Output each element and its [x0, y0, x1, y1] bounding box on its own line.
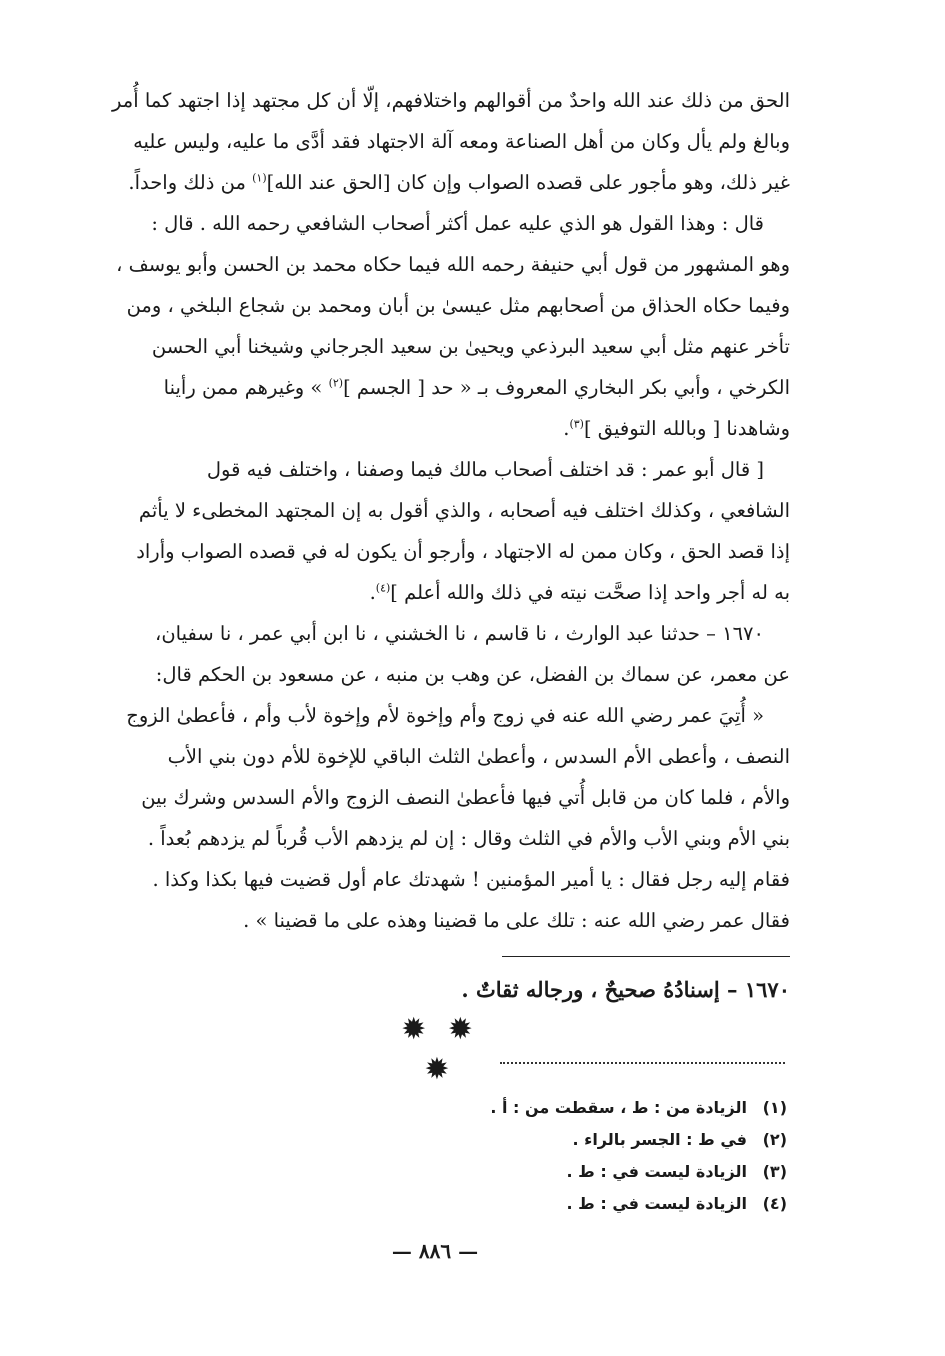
hadith-isnad — [100, 613, 790, 695]
page-number: — ٨٨٦ — — [391, 1239, 479, 1263]
text-line: وبالغ ولم يأل وكان من أهل الصناعة ومعه آلة الاجتهاد فقد أدَّى ما عليه، وليس عليه — [133, 130, 790, 153]
text-line: تأخر عنهم مثل أبي سعيد البرذعي ويحيىٰ بن سعيد الجرجاني وشيخنا أبي الحسن — [151, 335, 790, 358]
star-ornament: ✹ ✹ ✹ — [401, 1012, 479, 1087]
footnote-text: الزيادة ليست في : ط . — [566, 1162, 747, 1181]
text-line — [128, 171, 790, 194]
text-line: فقام إليه رجل فقال : يا أمير المؤمنين ! شهدتك عام أول قضيت فيها بكذا وكذا . — [152, 868, 790, 891]
text-segment: وشاهدنا [ وبالله التوفيق ] — [583, 417, 790, 440]
paragraph-1 — [100, 80, 790, 203]
footnote-number: (٢) — [762, 1130, 787, 1149]
text-segment: . — [563, 417, 570, 440]
text-segment: به له أجر واحد إذا صحَّت نيته في ذلك والله أعلم ] — [390, 581, 790, 604]
footnote-ref: (٣) — [569, 417, 584, 431]
text-line: والأم ، فلما كان من قابل أُتي فيها فأعطىٰ النصف الزوج والأم السدس وشرك بين — [141, 786, 790, 809]
hadith-matn — [100, 695, 790, 941]
footnote-text: في ط : الجسر بالراء . — [572, 1130, 747, 1149]
text-line: عن معمر، عن سماك بن الفضل، عن وهب بن منبه ، عن مسعود بن الحكم قال: — [155, 663, 790, 686]
footnote-divider — [500, 1062, 785, 1064]
text-segment: » وغيرهم ممن رأينا — [163, 376, 329, 399]
text-line: وفيما حكاه الحذاق من أصحابهم مثل عيسىٰ بن أبان ومحمد بن شجاع البلخي ، ومن — [126, 294, 790, 317]
footnote-item — [490, 1092, 787, 1124]
text-line: الحق من ذلك عند الله واحدٌ من أقوالهم واختلافهم، إلّا أن كل مجتهد إذا اجتهد كما أُمر — [112, 89, 790, 112]
text-line: قال : وهذا القول هو الذي عليه عمل أكثر أصحاب الشافعي رحمه الله . قال : — [151, 212, 764, 235]
footnote-item — [490, 1124, 787, 1156]
text-line: وهو المشهور من قول أبي حنيفة رحمه الله فيما حكاه محمد بن الحسن وأبو يوسف ، — [116, 253, 790, 276]
text-line — [164, 376, 790, 399]
text-line — [563, 417, 790, 440]
footnote-text: الزيادة ليست في : ط . — [566, 1194, 747, 1213]
text-segment: . — [369, 581, 376, 604]
text-line: [ قال أبو عمر : قد اختلف أصحاب مالك فيما وصفنا ، واختلف فيه قول — [206, 458, 764, 481]
text-line: الشافعي ، وكذلك اختلف فيه أصحابه ، والذي أقول به إن المجتهد المخطىء لا يأثم — [138, 499, 790, 522]
text-line: « أُتِيَ عمر رضي الله عنه في زوج وأم وإخوة لأم وإخوة لأب وأم ، فأعطىٰ الزوج — [126, 704, 764, 727]
footnote-number: (١) — [762, 1098, 787, 1117]
text-segment: من ذلك واحداً. — [128, 171, 253, 194]
footnote-number: (٣) — [762, 1162, 787, 1181]
footnote-text: الزيادة من : ط ، سقطت من : أ . — [490, 1098, 747, 1117]
footnote-ref: (٢) — [328, 376, 344, 390]
text-line — [370, 581, 790, 604]
hadith-grading: ١٦٧٠ – إسنادُهُ صحيحٌ ، ورجاله ثقاتٌ . — [461, 977, 790, 1002]
page-body — [100, 80, 790, 941]
paragraph-3 — [100, 449, 790, 613]
text-line: إذا قصد الحق ، وكان ممن له الاجتهاد ، وأرجو أن يكون له في قصده الصواب وأراد — [136, 540, 790, 563]
text-segment: غير ذلك، وهو مأجور على قصده الصواب وإن كان [الحق عند الله] — [266, 171, 790, 194]
footnote-ref: (٤) — [375, 581, 391, 595]
footnotes — [490, 1092, 787, 1220]
text-line: فقال عمر رضي الله عنه : تلك على ما قضينا وهذه على ما قضينا » . — [243, 909, 790, 932]
footnote-ref: (١) — [252, 171, 267, 185]
footnote-number: (٤) — [762, 1194, 787, 1213]
section-divider — [502, 956, 790, 957]
footnote-item — [490, 1188, 787, 1220]
text-segment: الكرخي ، وأبي بكر البخاري المعروف بـ « حد [ الجسم ] — [343, 376, 790, 399]
paragraph-2 — [100, 203, 790, 449]
footnote-item — [490, 1156, 787, 1188]
text-line: النصف ، وأعطى الأم السدس ، وأعطىٰ الثلث الباقي للإخوة للأم دون بني الأب — [167, 745, 790, 768]
text-line: ١٦٧٠ – حدثنا عبد الوارث ، نا قاسم ، نا الخشني ، نا ابن أبي عمر ، نا سفيان، — [155, 622, 764, 645]
text-line: بني الأم وبني الأب والأم في الثلث وقال : إن لم يزدهم الأب قُرباً لم يزدهم بُعداً . — [147, 827, 790, 850]
